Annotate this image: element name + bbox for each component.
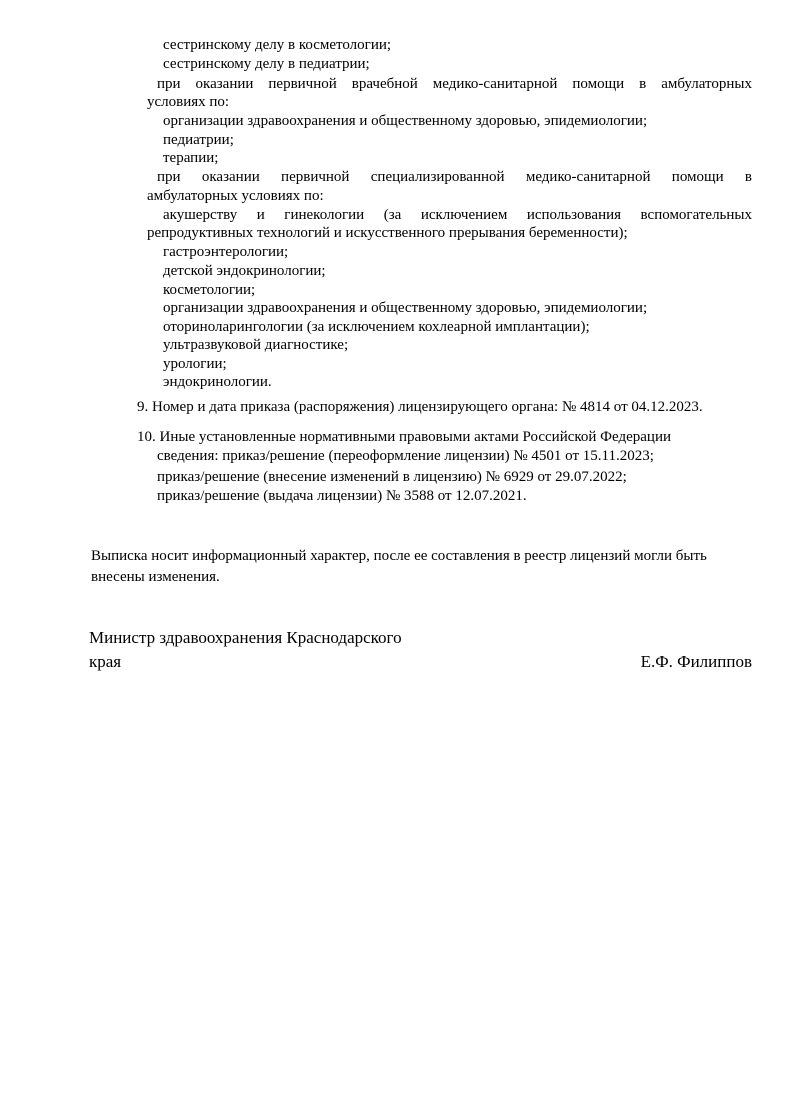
list-item: терапии; bbox=[163, 150, 219, 166]
list-item: урологии; bbox=[163, 356, 227, 372]
section-heading: амбулаторных условиях по: bbox=[147, 188, 324, 204]
list-item: организации здравоохранения и общественному здоровью, эпидемиологии; bbox=[163, 300, 648, 316]
list-item: педиатрии; bbox=[163, 132, 234, 148]
item-10-line: приказ/решение (выдача лицензии) № 3588 от 12.07.2021. bbox=[157, 488, 527, 504]
signatory-name: Е.Ф. Филиппов bbox=[640, 652, 752, 671]
item-10-line: 10. Иные установленные нормативными правовыми актами Российской Федерации bbox=[137, 429, 672, 445]
section-heading: условиях по: bbox=[147, 94, 230, 110]
list-item: эндокринологии. bbox=[163, 374, 272, 390]
list-item: сестринскому делу в педиатрии; bbox=[163, 56, 370, 72]
list-item: косметологии; bbox=[163, 282, 256, 298]
item-10-line: приказ/решение (внесение изменений в лицензию) № 6929 от 29.07.2022; bbox=[157, 469, 627, 485]
list-item: акушерству и гинекологии (за исключением использования вспомогательных bbox=[163, 207, 752, 223]
item-10-line: сведения: приказ/решение (переоформление лицензии) № 4501 от 15.11.2023; bbox=[157, 448, 654, 464]
list-item: репродуктивных технологий и искусственного прерывания беременности); bbox=[147, 225, 628, 241]
section-heading: при оказании первичной врачебной медико-санитарной помощи в амбулаторных bbox=[157, 76, 752, 92]
list-item: ультразвуковой диагностике; bbox=[163, 337, 349, 353]
list-item: гастроэнтерологии; bbox=[163, 244, 289, 260]
signatory-title: края bbox=[89, 652, 122, 671]
disclaimer-line: Выписка носит информационный характер, после ее составления в реестр лицензий могли быть bbox=[91, 548, 707, 564]
disclaimer-line: внесены изменения. bbox=[91, 569, 220, 585]
list-item: организации здравоохранения и общественному здоровью, эпидемиологии; bbox=[163, 113, 648, 129]
list-item: оториноларингологии (за исключением кохлеарной имплантации); bbox=[163, 319, 590, 335]
item-9-order-number: 9. Номер и дата приказа (распоряжения) лицензирующего органа: № 4814 от 04.12.2023. bbox=[137, 399, 703, 415]
list-item: сестринскому делу в косметологии; bbox=[163, 37, 392, 53]
signatory-title: Министр здравоохранения Краснодарского bbox=[89, 628, 402, 647]
section-heading: при оказании первичной специализированной медико-санитарной помощи в bbox=[157, 169, 752, 185]
list-item: детской эндокринологии; bbox=[163, 263, 326, 279]
